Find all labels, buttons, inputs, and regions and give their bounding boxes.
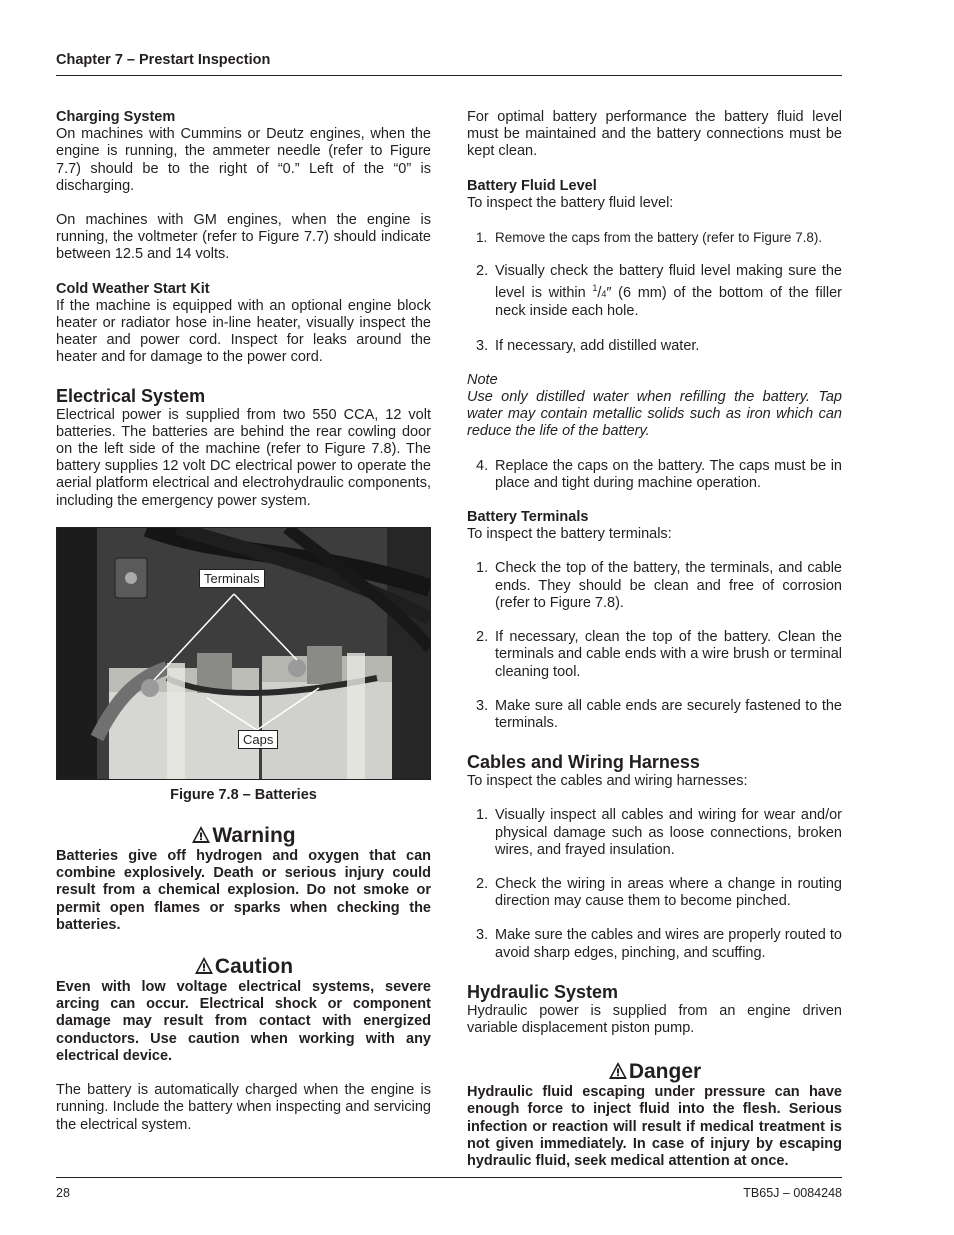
battery-fluid-intro: To inspect the battery fluid level: [467,194,674,211]
caution-body: Even with low voltage electrical systems, severe arcing can occur. Electrical shock or component damage may result from contact with energized conductors. Use caution when working with any electrical device. [56,979,431,1064]
header-rule [56,75,842,76]
terminals-callout: Terminals [199,569,265,588]
warning-body: Batteries give off hydrogen and oxygen that can combine explosively. Death or serious injury could result from a chemical explosion. Do not smoke or permit open flames or sparks when checking the batteries. [56,848,431,933]
footer-rule [56,1177,842,1178]
step-number: 2. [476,875,489,892]
document-id: TB65J – 0084248 [743,1186,842,1200]
fraction-denominator: 4 [601,289,607,300]
note-body: Use only distilled water when refilling the battery. Tap water may contain metallic solids such as iron which can reduce the life of the battery. [467,389,842,440]
step-text-continued: ″ (6 mm) of the bottom of the filler neck inside each hole. [495,285,842,320]
cables-heading: Cables and Wiring Harness [467,752,700,773]
list-item [467,876,842,910]
note-heading: Note [467,371,498,388]
battery-terminals-steps [467,560,842,732]
list-item [467,560,842,612]
figure-caption: Figure 7.8 – Batteries [170,786,317,803]
step-text: Remove the caps from the battery (refer to Figure 7.8). [495,230,823,246]
cables-steps [467,807,842,961]
page-header: Chapter 7 – Prestart Inspection [56,52,271,68]
charging-system-paragraph-2: On machines with GM engines, when the engine is running, the voltmeter (refer to Figure 7.7) should indicate between 12.5 and 14 volts. [56,212,431,263]
battery-intro-paragraph: For optimal battery performance the battery fluid level must be maintained and the battery connections must be kept clean. [467,109,842,160]
caps-callout: Caps [238,730,278,749]
step-number: 1. [476,560,489,577]
battery-terminals-intro: To inspect the battery terminals: [467,526,672,543]
left-column [56,109,431,1134]
step-text: Replace the caps on the battery. The caps must be in place and tight during machine operation. [495,457,842,491]
step-number: 3. [476,697,489,714]
step-text: If necessary, add distilled water. [495,337,700,354]
step-number: 3. [476,337,489,354]
list-item: 2. Visually check the battery fluid level making sure the level is within $^1$/4″ (6 mm) of the bottom of the filler neck inside each hole. [476,263,842,320]
step-text: Check the wiring in areas where a change in routing direction may cause them to become pinched. [495,875,842,910]
battery-fluid-heading: Battery Fluid Level [467,177,597,194]
danger-body: Hydraulic fluid escaping under pressure can have enough force to inject fluid into the flesh. Serious infection or reaction will result if medical treatment is not given immediately. In case of injury by escaping hydraulic fluid, seek medical attention at once. [467,1084,842,1169]
warning-title: Warning [212,824,296,848]
step-text: Check the top of the battery, the terminals, and cable ends. They should be clean and free of corrosion (refer to Figure 7.8). [495,560,842,611]
cold-weather-paragraph: If the machine is equipped with an optional engine block heater or radiator hose in-line heater, visually inspect the heater and power cord. Inspect for leaks around the heater and for damage to the power cord. [56,297,431,366]
electrical-system-heading: Electrical System [56,385,206,406]
caution-title: Caution [214,955,294,979]
step-text: Visually check the battery fluid level making sure the level is within [495,263,842,302]
right-column [467,109,842,1170]
danger-heading [467,1060,842,1084]
fraction-numerator: 1 [592,283,598,294]
list-item [467,229,842,246]
step-number: 4. [476,457,489,474]
step-number: 2. [476,263,489,280]
cold-weather-heading: Cold Weather Start Kit [56,280,210,297]
step-number: 3. [476,927,489,944]
page-number: 28 [56,1186,70,1200]
step-text: If necessary, clean the top of the battery. Clean the terminals and cable ends with a wire brush or terminal cleaning tool. [495,629,842,680]
list-item [467,927,842,961]
warning-triangle-icon [191,825,211,844]
charging-system-heading: Charging System [56,109,176,125]
danger-title: Danger [628,1060,702,1084]
warning-heading [56,824,431,848]
list-item [467,338,842,355]
step-number: 1. [476,230,488,246]
charging-system-paragraph-1: On machines with Cummins or Deutz engines, when the engine is running, the ammeter needle (refer to Figure 7.7) should be to the right of “0.” Left of the “0” is discharging. [56,126,431,194]
battery-fluid-steps-continued [467,458,842,492]
caution-triangle-icon [194,956,214,975]
danger-triangle-icon [608,1061,628,1080]
caution-heading [56,955,431,979]
battery-fluid-steps [467,229,842,355]
step-text: Make sure the cables and wires are properly routed to avoid sharp edges, pinching, and scuffing. [495,927,842,961]
list-item [467,629,842,681]
step-text: Visually inspect all cables and wiring for wear and/or physical damage such as loose connections, broken wires, and frayed insulation. [495,807,842,858]
list-item [467,458,842,492]
list-item [467,698,842,732]
step-text: Make sure all cable ends are securely fastened to the terminals. [495,697,842,731]
hydraulic-system-paragraph: Hydraulic power is supplied from an engine driven variable displacement piston pump. [467,1002,842,1036]
electrical-system-paragraph: Electrical power is supplied from two 550 CCA, 12 volt batteries. The batteries are behind the rear cowling door on the left side of the machine (refer to Figure 7.8). The battery supplies 12 volt DC electrical power to operate the aerial platform electrical and electrohydraulic components, including the emergency power system. [56,406,431,509]
step-number: 1. [476,807,489,824]
cables-intro: To inspect the cables and wiring harnesses: [467,773,748,790]
batteries-figure [56,527,431,780]
list-item [467,807,842,859]
battery-charging-paragraph: The battery is automatically charged when the engine is running. Include the battery when inspecting and servicing the electrical system. [56,1082,431,1133]
step-number: 2. [476,629,489,646]
battery-terminals-heading: Battery Terminals [467,509,589,526]
hydraulic-system-heading: Hydraulic System [467,981,619,1002]
